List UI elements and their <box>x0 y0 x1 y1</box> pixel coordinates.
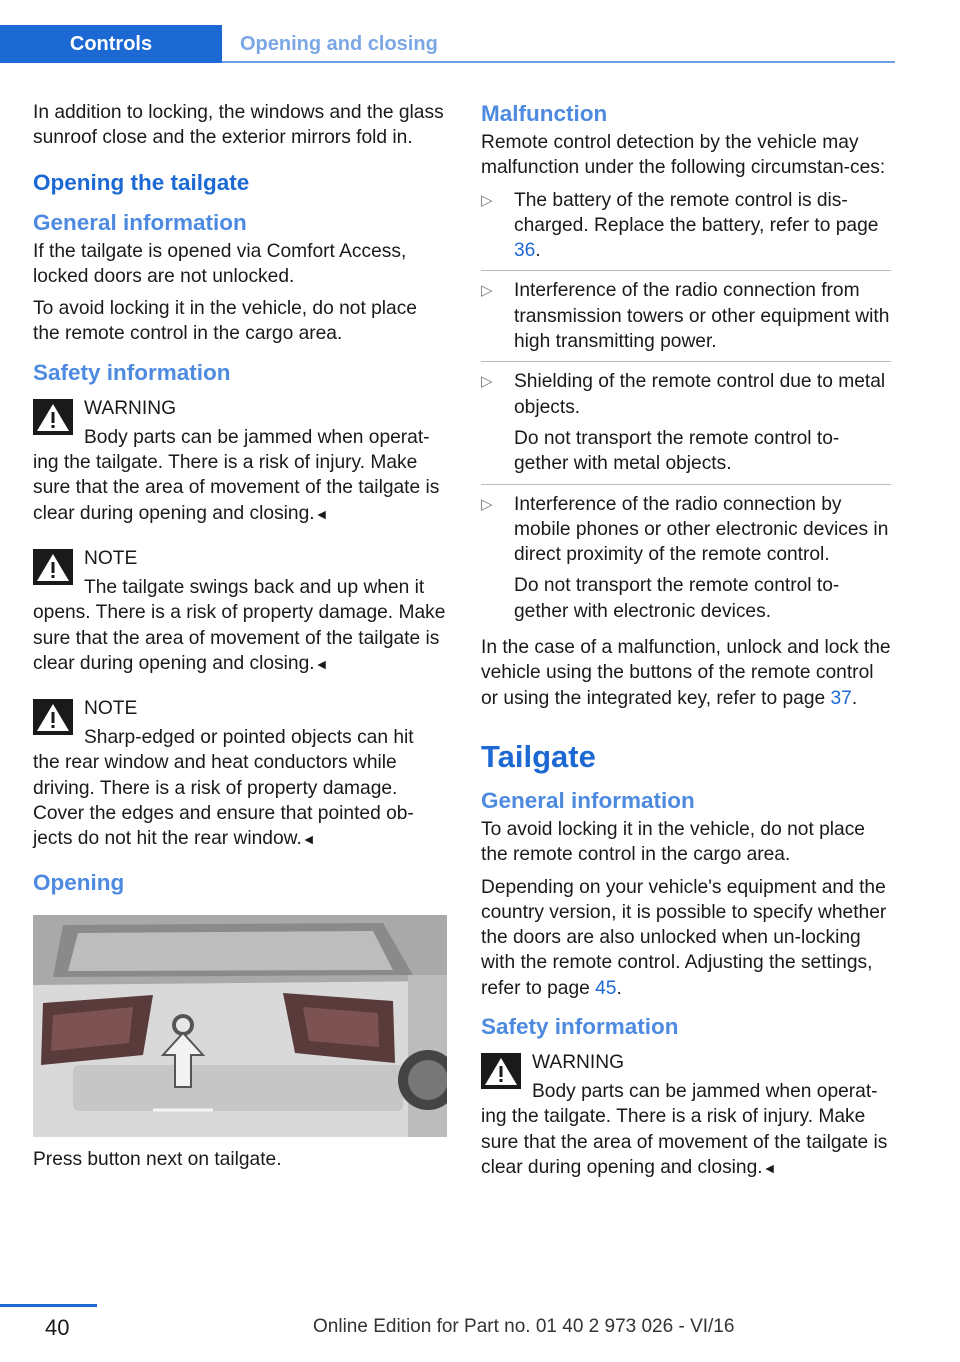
warning-box <box>481 1047 891 1181</box>
heading-general-information: General information <box>33 209 247 235</box>
page-header <box>0 25 895 63</box>
warning-first-line: Body parts can be jammed when operat- <box>84 426 430 448</box>
malfunction-after-paragraph: In the case of a malfunction, unlock and lock the vehicle using the buttons of the remote control or using the integrated key, refer to page 37. <box>481 637 891 709</box>
note-text: opens. There is a risk of property damage. Make sure that the area of movement of the tailgate is clear during opening and closing. <box>33 602 446 674</box>
general-paragraph-2: Depending on your vehicle's equipment and the country version, it is possible to specify whether the doors are also unlocked when un-locking with the remote control. Adjusting the settings, refer to page 45. <box>481 876 887 999</box>
note-first-line: The tailgate swings back and up when it <box>84 576 425 598</box>
tailgate-photo <box>33 915 447 1137</box>
end-marker: ◄ <box>314 655 329 672</box>
heading-safety-information: Safety information <box>33 359 231 385</box>
list-item-text: Shielding of the remote control due to metal objects. <box>514 371 886 418</box>
warning-label: WARNING <box>532 1052 625 1074</box>
warning-text: ing the tailgate. There is a risk of injury. Make sure that the area of movement of the tailgate is clear during opening and closing. <box>481 1106 888 1178</box>
right-column <box>481 100 891 1197</box>
heading-tailgate: Tailgate <box>481 738 596 774</box>
list-item-suffix: . <box>535 240 541 262</box>
warning-label: WARNING <box>84 397 177 419</box>
header-divider <box>222 61 895 63</box>
page-link[interactable]: 37 <box>830 687 852 709</box>
general-paragraph-2: To avoid locking it in the vehicle, do not place the remote control in the cargo area. <box>33 298 417 345</box>
warning-triangle-icon <box>481 1053 521 1089</box>
warning-triangle-icon <box>33 399 73 435</box>
end-marker: ◄ <box>762 1159 777 1176</box>
list-item <box>481 369 891 484</box>
end-marker: ◄ <box>301 831 316 848</box>
heading-malfunction: Malfunction <box>481 101 608 126</box>
warning-triangle-icon <box>33 549 73 585</box>
end-marker: ◄ <box>314 505 329 522</box>
heading-opening: Opening <box>33 869 125 895</box>
footer-divider <box>0 1304 97 1307</box>
list-item <box>481 278 891 362</box>
warning-first-line: Body parts can be jammed when operat- <box>532 1081 878 1103</box>
list-item-subtext: Do not transport the remote control to-gether with metal objects. <box>514 427 840 475</box>
malfunction-after-text: In the case of a malfunction, unlock and lock the vehicle using the buttons of the remote control or using the integrated key, refer to page <box>481 637 891 709</box>
note-first-line: Sharp-edged or pointed objects can hit <box>84 727 414 749</box>
heading-opening-tailgate: Opening the tailgate <box>33 169 250 195</box>
malfunction-paragraph: Remote control detection by the vehicle may malfunction under the following circumstan-ces: <box>481 132 886 179</box>
triangle-bullet-icon: ▷ <box>481 373 493 391</box>
triangle-bullet-icon: ▷ <box>481 495 493 513</box>
note-text: the rear window and heat conductors while driving. There is a risk of property damage. Cover the edges and ensure that pointed ob-jects do not hit the rear window. <box>33 752 414 850</box>
note-label: NOTE <box>84 698 138 720</box>
note-label: NOTE <box>84 547 138 569</box>
triangle-bullet-icon: ▷ <box>481 191 493 209</box>
list-item <box>481 492 891 631</box>
warning-triangle-icon <box>33 699 73 735</box>
intro-paragraph: In addition to locking, the windows and the glass sunroof close and the exterior mirrors fold in. <box>33 102 444 149</box>
chapter-tab[interactable]: Controls <box>0 25 222 63</box>
triangle-bullet-icon: ▷ <box>481 282 493 300</box>
malfunction-list <box>481 188 891 631</box>
general-paragraph-2-text: Depending on your vehicle's equipment and the country version, it is possible to specify whether the doors are also unlocked when un-locking with the remote control. Adjusting the settings, refer to page <box>481 876 887 999</box>
note-box <box>33 693 447 852</box>
edition-note: Online Edition for Part no. 01 40 2 973 026 - VI/16 <box>313 1316 735 1337</box>
list-item-text: Interference of the radio connection from transmission towers or other equipment with high transmitting power. <box>514 280 890 353</box>
warning-text: ing the tailgate. There is a risk of injury. Make sure that the area of movement of the tailgate is clear during opening and closing. <box>33 452 440 524</box>
page-link[interactable]: 45 <box>595 977 617 999</box>
section-tab[interactable]: Opening and closing <box>240 33 438 55</box>
page-link[interactable]: 36 <box>514 240 536 262</box>
heading-safety-information: Safety information <box>481 1014 679 1040</box>
tailgate-illustration <box>33 915 447 1137</box>
figure-caption: Press button next on tailgate. <box>33 1148 282 1170</box>
list-item-text: The battery of the remote control is dis-charged. Replace the battery, refer to page <box>514 189 879 236</box>
note-box <box>33 543 447 677</box>
general-paragraph-1: If the tailgate is opened via Comfort Access, locked doors are not unlocked. <box>33 240 407 287</box>
heading-general-information: General information <box>481 787 695 813</box>
list-item-text: Interference of the radio connection by mobile phones or other electronic devices in direct proximity of the remote control. <box>514 493 889 566</box>
warning-box <box>33 393 447 527</box>
general-paragraph-1: To avoid locking it in the vehicle, do not place the remote control in the cargo area. <box>481 818 865 866</box>
page-number: 40 <box>45 1315 70 1340</box>
left-column <box>33 100 447 1179</box>
list-item-subtext: Do not transport the remote control to-gether with electronic devices. <box>514 575 840 622</box>
list-item <box>481 188 891 272</box>
